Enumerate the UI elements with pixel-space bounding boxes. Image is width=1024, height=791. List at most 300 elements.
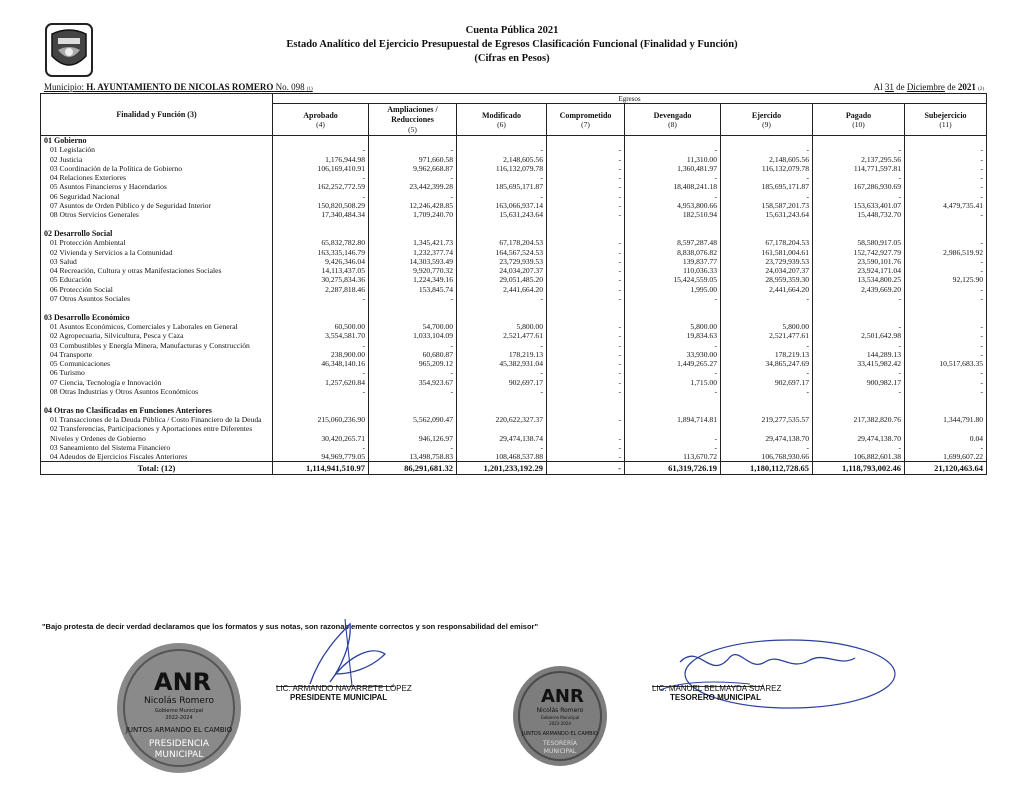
table-cell: -: [905, 182, 987, 191]
table-cell: 2,521,477.61: [457, 331, 547, 340]
function-label: 01 Legislación: [41, 145, 273, 154]
table-cell: 238,900.00: [273, 350, 369, 359]
table-cell: -: [547, 331, 625, 340]
table-cell: [721, 313, 813, 322]
table-cell: 33,415,982.42: [813, 359, 905, 368]
table-cell: [547, 406, 625, 415]
date-de1: de: [896, 82, 905, 92]
table-cell: 29,474,138.74: [457, 424, 547, 443]
table-row: [41, 257, 987, 266]
seal-brand: ANR: [541, 686, 584, 707]
table-cell: -: [905, 350, 987, 359]
table-cell: [721, 220, 813, 229]
table-cell: [273, 136, 369, 146]
table-cell: [369, 303, 457, 312]
table-body: [41, 136, 987, 462]
table-cell: 2,287,818.46: [273, 285, 369, 294]
table-row: [41, 285, 987, 294]
table-cell: -: [625, 341, 721, 350]
function-label: 08 Otras Industrias y Otros Asuntos Económicos: [41, 387, 273, 396]
col-label: Comprometido: [559, 110, 612, 120]
table-cell: 1,360,481.97: [625, 164, 721, 173]
table-cell: -: [625, 443, 721, 452]
table-row: [41, 201, 987, 210]
table-cell: 106,768,930.66: [721, 452, 813, 462]
table-cell: 18,408,241.18: [625, 182, 721, 191]
table-cell: 8,838,076.82: [625, 248, 721, 257]
table-cell: 2,986,519.92: [905, 248, 987, 257]
table-cell: [813, 136, 905, 146]
table-cell: 15,448,732.70: [813, 210, 905, 219]
table-cell: 220,622,327.37: [457, 415, 547, 424]
function-label: 03 Salud: [41, 257, 273, 266]
table-cell: -: [625, 173, 721, 182]
table-cell: 139,837.77: [625, 257, 721, 266]
function-label: 03 Combustibles y Energía Minera, Manufacturas y Construcción: [41, 341, 273, 350]
table-cell: -: [721, 387, 813, 396]
table-cell: -: [813, 322, 905, 331]
table-cell: -: [547, 257, 625, 266]
table-cell: -: [547, 294, 625, 303]
table-cell: 178,219.13: [457, 350, 547, 359]
col-num: (10): [852, 119, 865, 129]
table-cell: [457, 229, 547, 238]
table-cell: 8,597,287.48: [625, 238, 721, 247]
table-cell: 15,424,559.05: [625, 275, 721, 284]
col-header-subejercicio: [905, 104, 987, 136]
table-cell: -: [547, 452, 625, 462]
table-cell: 54,700.00: [369, 322, 457, 331]
table-row: [41, 359, 987, 368]
table-cell: 2,441,664.20: [457, 285, 547, 294]
table-cell: [905, 136, 987, 146]
table-cell: [547, 136, 625, 146]
table-cell: [905, 220, 987, 229]
table-cell: -: [457, 173, 547, 182]
col-label: Modificado: [481, 110, 522, 120]
table-cell: -: [721, 192, 813, 201]
table-cell: -: [457, 145, 547, 154]
table-cell: 3,554,581.70: [273, 331, 369, 340]
table-cell: 1,033,104.09: [369, 331, 457, 340]
seal-brand: ANR: [154, 668, 212, 696]
table-cell: [369, 406, 457, 415]
treasurer-name: LIC. MANUEL BELMAYDA SUÁREZ: [652, 684, 782, 693]
table-cell: [547, 396, 625, 405]
table-cell: 29,474,138.70: [721, 424, 813, 443]
table-cell: [457, 396, 547, 405]
table-cell: [273, 229, 369, 238]
table-row: [41, 387, 987, 396]
table-cell: 23,590,101.76: [813, 257, 905, 266]
date-de2: de: [947, 82, 956, 92]
table-cell: 65,832,782.80: [273, 238, 369, 247]
seal-line: Gobierno Municipal: [154, 708, 204, 714]
total-cell: 1,118,793,002.46: [813, 462, 905, 475]
municipio-number: No. 098: [275, 82, 305, 92]
table-cell: 158,587,201.73: [721, 201, 813, 210]
table-cell: -: [905, 341, 987, 350]
table-cell: -: [905, 378, 987, 387]
table-cell: -: [905, 294, 987, 303]
col-num: (7): [581, 119, 590, 129]
function-label: 03 Coordinación de la Política de Gobierno: [41, 164, 273, 173]
table-cell: 110,036.33: [625, 266, 721, 275]
table-cell: 10,517,683.35: [905, 359, 987, 368]
function-label: 02 Justicia: [41, 155, 273, 164]
report-subtitle: Estado Analítico del Ejercicio Presupuestal de Egresos Clasificación Funcional (Finalidad y Función): [286, 39, 738, 50]
table-cell: 1,995.00: [625, 285, 721, 294]
table-cell: 17,340,484.34: [273, 210, 369, 219]
treasurer-signature-block: [652, 684, 781, 702]
col-header-ejercido: [721, 104, 813, 136]
table-row: [41, 266, 987, 275]
egresos-table: [40, 93, 987, 475]
table-cell: -: [905, 145, 987, 154]
table-cell: [41, 303, 273, 312]
total-cell: 61,319,726.19: [625, 462, 721, 475]
table-cell: 15,631,243.64: [457, 210, 547, 219]
table-cell: [813, 220, 905, 229]
date-ref: (2): [978, 87, 984, 92]
table-cell: 9,962,668.87: [369, 164, 457, 173]
col-header-aprobado: [273, 104, 369, 136]
table-cell: -: [369, 192, 457, 201]
table-cell: [273, 396, 369, 405]
table-cell: 34,865,247.69: [721, 359, 813, 368]
table-cell: 2,439,669.20: [813, 285, 905, 294]
function-label: 02 Transferencias, Participaciones y Aportaciones entre Diferentes Niveles y Ordenes de Gobierno: [41, 424, 273, 443]
table-cell: 23,729,939.53: [457, 257, 547, 266]
table-row: [41, 443, 987, 452]
table-row: [41, 341, 987, 350]
table-cell: -: [905, 443, 987, 452]
function-label: 03 Saneamiento del Sistema Financiero: [41, 443, 273, 452]
spacer-row: [41, 396, 987, 405]
table-cell: 4,479,735.41: [905, 201, 987, 210]
municipio: [44, 82, 313, 92]
table-cell: 14,113,437.05: [273, 266, 369, 275]
col-num: (6): [497, 119, 506, 129]
col-header-modificado: [457, 104, 547, 136]
table-cell: -: [547, 192, 625, 201]
table-row: [41, 350, 987, 359]
table-cell: [625, 313, 721, 322]
table-cell: [41, 220, 273, 229]
president-name: LIC. ARMANDO NAVARRETE LÓPEZ: [276, 684, 412, 693]
table-cell: 162,252,772.59: [273, 182, 369, 191]
table-cell: [813, 303, 905, 312]
table-cell: -: [547, 238, 625, 247]
table-cell: 1,257,620.84: [273, 378, 369, 387]
table-cell: -: [905, 257, 987, 266]
table-cell: 2,148,605.56: [721, 155, 813, 164]
table-cell: -: [547, 210, 625, 219]
table-cell: 116,132,079.78: [457, 164, 547, 173]
table-cell: 2,501,642.98: [813, 331, 905, 340]
seal-line: JUNTOS ARMANDO EL CAMBIO: [522, 731, 598, 737]
table-cell: 30,420,265.71: [273, 424, 369, 443]
table-cell: [625, 303, 721, 312]
table-cell: -: [547, 424, 625, 443]
function-label: 05 Educación: [41, 275, 273, 284]
table-cell: [721, 136, 813, 146]
col-label: Devengado: [653, 110, 692, 120]
table-cell: -: [273, 341, 369, 350]
table-cell: -: [813, 294, 905, 303]
table-cell: -: [547, 182, 625, 191]
table-cell: 5,800.00: [721, 322, 813, 331]
table-cell: 1,709,240.70: [369, 210, 457, 219]
table-cell: [273, 313, 369, 322]
table-cell: 5,562,090.47: [369, 415, 457, 424]
table-cell: -: [547, 322, 625, 331]
table-cell: -: [547, 164, 625, 173]
col-num: (5): [408, 124, 417, 134]
col-header-ampliaciones: [369, 104, 457, 136]
table-cell: -: [721, 341, 813, 350]
table-cell: 29,474,138.70: [813, 424, 905, 443]
table-cell: 108,468,537.88: [457, 452, 547, 462]
table-cell: [547, 313, 625, 322]
table-cell: 114,771,597.81: [813, 164, 905, 173]
table-cell: 60,500.00: [273, 322, 369, 331]
table-row: [41, 248, 987, 257]
table-cell: [905, 406, 987, 415]
table-cell: -: [905, 387, 987, 396]
table-cell: 5,800.00: [625, 322, 721, 331]
table-cell: [721, 303, 813, 312]
table-cell: 1,176,944.98: [273, 155, 369, 164]
table-cell: -: [369, 145, 457, 154]
seal-line: 2022-2024: [549, 721, 571, 726]
table-cell: [625, 396, 721, 405]
president-signature-block: [276, 684, 412, 702]
function-label: 04 Recreación, Cultura y otras Manifestaciones Sociales: [41, 266, 273, 275]
table-cell: -: [813, 368, 905, 377]
table-cell: 163,335,146.79: [273, 248, 369, 257]
function-label: 02 Vivienda y Servicios a la Comunidad: [41, 248, 273, 257]
table-cell: 23,442,399.28: [369, 182, 457, 191]
seal-line: TESORERÍA: [543, 740, 577, 747]
table-cell: -: [273, 387, 369, 396]
table-cell: 185,695,171.87: [721, 182, 813, 191]
col-num: (8): [668, 119, 677, 129]
table-row: [41, 294, 987, 303]
table-cell: 45,382,931.04: [457, 359, 547, 368]
function-label: 04 Adeudos de Ejercicios Fiscales Anteriores: [41, 452, 273, 462]
table-cell: -: [369, 368, 457, 377]
function-label: 07 Ciencia, Tecnología e Innovación: [41, 378, 273, 387]
table-row: [41, 145, 987, 154]
table-cell: -: [625, 145, 721, 154]
table-cell: 1,715.00: [625, 378, 721, 387]
table-cell: 19,834.63: [625, 331, 721, 340]
table-row: [41, 331, 987, 340]
function-label: 05 Asuntos Financieros y Hacendarios: [41, 182, 273, 191]
col-label: Ampliaciones / Reducciones: [387, 104, 438, 124]
section-row: [41, 313, 987, 322]
seal-line: 2022-2024: [165, 715, 193, 721]
table-cell: 965,209.12: [369, 359, 457, 368]
table-cell: [369, 313, 457, 322]
table-cell: -: [547, 368, 625, 377]
tesoreria-seal: [510, 664, 610, 768]
table-cell: -: [547, 173, 625, 182]
function-label: 07 Otros Asuntos Sociales: [41, 294, 273, 303]
table-cell: 971,660.58: [369, 155, 457, 164]
table-cell: -: [547, 266, 625, 275]
table-cell: -: [457, 368, 547, 377]
table-cell: [273, 303, 369, 312]
table-cell: -: [273, 192, 369, 201]
col-header-devengado: [625, 104, 721, 136]
report-date: [874, 82, 984, 92]
seal-line: Gobierno Municipal: [540, 715, 580, 720]
col-num: (11): [939, 119, 952, 129]
section-row: [41, 136, 987, 146]
table-cell: 29,051,485.20: [457, 275, 547, 284]
date-day: 31: [884, 82, 894, 92]
table-cell: 1,345,421.73: [369, 238, 457, 247]
section-row: [41, 406, 987, 415]
table-cell: [813, 313, 905, 322]
municipio-label: Municipio:: [44, 82, 84, 92]
table-cell: -: [457, 294, 547, 303]
table-cell: -: [547, 359, 625, 368]
table-cell: 60,680.87: [369, 350, 457, 359]
table-cell: -: [721, 173, 813, 182]
table-cell: 153,633,401.07: [813, 201, 905, 210]
col-label: Aprobado: [303, 110, 338, 120]
table-cell: -: [369, 294, 457, 303]
function-label: 06 Protección Social: [41, 285, 273, 294]
table-cell: [369, 229, 457, 238]
table-row: [41, 238, 987, 247]
table-cell: 2,148,605.56: [457, 155, 547, 164]
section-label: 03 Desarrollo Económico: [41, 313, 273, 322]
table-cell: -: [905, 164, 987, 173]
spacer-row: [41, 303, 987, 312]
table-row: [41, 322, 987, 331]
section-label: 01 Gobierno: [41, 136, 273, 146]
table-cell: 152,742,927.79: [813, 248, 905, 257]
function-label: 06 Seguridad Nacional: [41, 192, 273, 201]
table-cell: -: [905, 266, 987, 275]
table-cell: 1,699,607.22: [905, 452, 987, 462]
table-row: [41, 368, 987, 377]
table-cell: [457, 406, 547, 415]
col-num: (9): [762, 119, 771, 129]
table-cell: [273, 406, 369, 415]
table-cell: [41, 396, 273, 405]
table-cell: -: [547, 341, 625, 350]
table-cell: -: [813, 145, 905, 154]
table-row: [41, 424, 987, 443]
table-row: [41, 155, 987, 164]
function-label: 02 Agropecuaria, Silvicultura, Pesca y Caza: [41, 331, 273, 340]
municipal-emblem-icon: [44, 22, 94, 78]
table-cell: 58,580,917.05: [813, 238, 905, 247]
table-row: [41, 173, 987, 182]
table-cell: 1,449,265.27: [625, 359, 721, 368]
table-cell: -: [369, 387, 457, 396]
total-cell: 21,120,463.64: [905, 462, 987, 475]
table-cell: -: [457, 192, 547, 201]
table-cell: 902,697.17: [721, 378, 813, 387]
table-row: [41, 210, 987, 219]
table-cell: -: [905, 155, 987, 164]
table-row: [41, 378, 987, 387]
table-cell: [625, 406, 721, 415]
col-label: Pagado: [845, 110, 872, 120]
table-cell: 113,670.72: [625, 452, 721, 462]
report-title: Cuenta Pública 2021: [465, 25, 559, 36]
col-header-comprometido: [547, 104, 625, 136]
seal-line: Nicolás Romero: [536, 707, 584, 714]
table-cell: 23,729,939.53: [721, 257, 813, 266]
table-cell: -: [457, 443, 547, 452]
col-num: (4): [316, 119, 325, 129]
table-cell: 900,982.17: [813, 378, 905, 387]
table-cell: 2,521,477.61: [721, 331, 813, 340]
table-cell: 24,034,207.37: [457, 266, 547, 275]
table-cell: -: [547, 415, 625, 424]
treasurer-title: TESORERO MUNICIPAL: [670, 693, 761, 702]
table-cell: [721, 406, 813, 415]
table-cell: -: [547, 155, 625, 164]
table-cell: -: [547, 248, 625, 257]
table-cell: -: [625, 424, 721, 443]
spacer-row: [41, 220, 987, 229]
function-label: 08 Otros Servicios Generales: [41, 210, 273, 219]
total-label: Total: (12): [41, 462, 273, 475]
table-cell: 94,969,779.05: [273, 452, 369, 462]
table-cell: -: [905, 285, 987, 294]
table-cell: [547, 303, 625, 312]
table-cell: 30,275,834.36: [273, 275, 369, 284]
table-cell: -: [625, 294, 721, 303]
function-label: 07 Asuntos de Orden Público y de Seguridad Interior: [41, 201, 273, 210]
table-cell: 28,959,359.30: [721, 275, 813, 284]
table-cell: 116,132,079.78: [721, 164, 813, 173]
table-cell: [547, 220, 625, 229]
table-cell: [457, 313, 547, 322]
table-row: [41, 415, 987, 424]
section-label: 02 Desarrollo Social: [41, 229, 273, 238]
table-cell: 9,920,770.32: [369, 266, 457, 275]
table-cell: 24,034,207.37: [721, 266, 813, 275]
table-cell: 9,426,346.04: [273, 257, 369, 266]
table-cell: -: [369, 173, 457, 182]
table-cell: 5,800.00: [457, 322, 547, 331]
table-cell: 1,232,377.74: [369, 248, 457, 257]
table-cell: -: [547, 201, 625, 210]
table-cell: -: [547, 285, 625, 294]
table-cell: -: [547, 275, 625, 284]
table-cell: 182,510.94: [625, 210, 721, 219]
total-cell: 1,180,112,728.65: [721, 462, 813, 475]
table-cell: -: [547, 145, 625, 154]
table-cell: 14,303,593.49: [369, 257, 457, 266]
section-label: 04 Otras no Clasificadas en Funciones Anteriores: [41, 406, 273, 415]
table-cell: -: [721, 443, 813, 452]
col-header-finalidad: [41, 94, 273, 136]
table-cell: [457, 136, 547, 146]
section-row: [41, 229, 987, 238]
table-cell: -: [547, 387, 625, 396]
table-cell: 144,289.13: [813, 350, 905, 359]
